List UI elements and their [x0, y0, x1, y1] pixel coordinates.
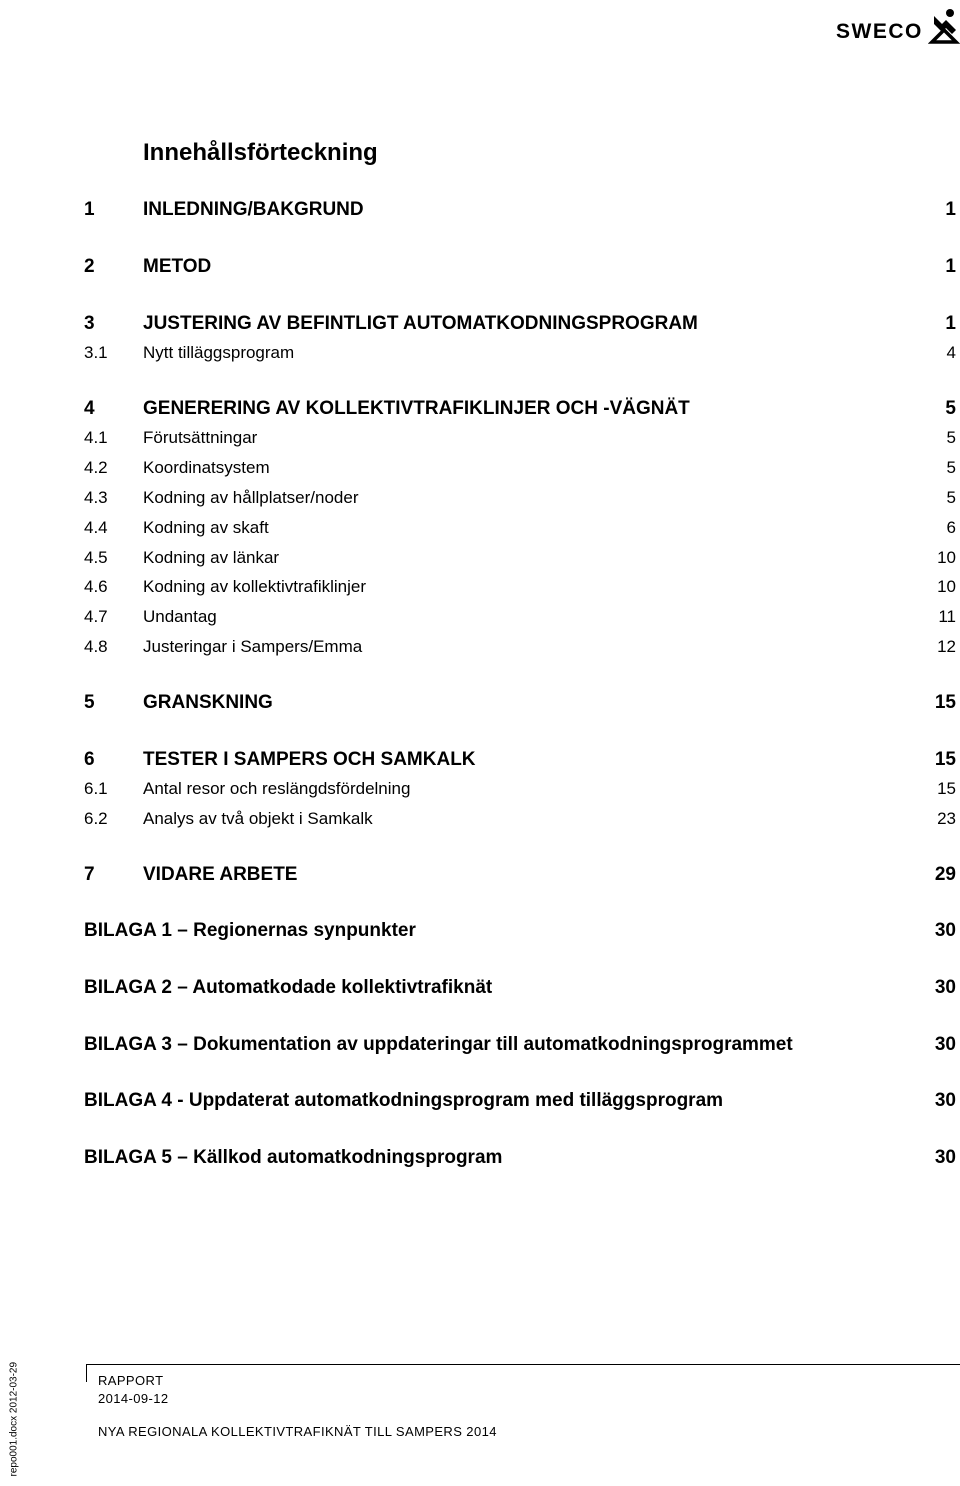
toc-entry-page: 15 [937, 779, 956, 798]
toc-entry-page: 23 [937, 809, 956, 828]
toc-entry-label: Förutsättningar [143, 428, 258, 447]
footer-divider [86, 1364, 960, 1365]
toc-entry-page: 5 [946, 458, 956, 477]
toc-entry-label: JUSTERING AV BEFINTLIGT AUTOMATKODNINGSPROGRAM [143, 313, 698, 334]
toc-appendix-entry[interactable] [0, 977, 960, 1007]
toc-entry-page: 29 [934, 864, 956, 885]
footer-project-title: NYA REGIONALA KOLLEKTIVTRAFIKNÄT TILL SAMPERS 2014 [98, 1424, 497, 1439]
toc-appendix-page: 30 [934, 1090, 956, 1111]
toc-appendix-label: BILAGA 1 – Regionernas synpunkter [84, 920, 416, 941]
toc-entry-page: 1 [945, 199, 956, 220]
toc-entry-label: Nytt tilläggsprogram [143, 343, 295, 362]
toc-entry-label: Kodning av hållplatser/noder [143, 488, 359, 507]
toc-entry-page: 10 [937, 548, 956, 567]
toc-entry[interactable] [0, 779, 960, 809]
toc-entry-number: 6.1 [84, 779, 108, 798]
toc-entry[interactable] [0, 343, 960, 373]
sweco-logo-icon [928, 6, 960, 46]
toc-entry-number: 4.3 [84, 488, 108, 507]
toc-entry[interactable] [0, 458, 960, 488]
toc-entry-label: Kodning av länkar [143, 548, 280, 567]
toc-entry-number: 4.5 [84, 548, 108, 567]
footer-date: 2014-09-12 [98, 1391, 169, 1406]
toc-entry-number: 2 [84, 256, 95, 277]
toc-entry-number: 4.4 [84, 518, 108, 537]
toc-entry-page: 4 [946, 343, 956, 362]
template-code: repo001.docx 2012-03-29 [8, 1361, 20, 1477]
toc-appendix-entry[interactable] [0, 1034, 960, 1064]
toc-appendix-page: 30 [934, 920, 956, 941]
logo-text: SWECO [836, 20, 923, 43]
toc-entry[interactable] [0, 749, 960, 779]
footer-doc-type: RAPPORT [98, 1373, 164, 1388]
toc-entry-page: 1 [945, 256, 956, 277]
toc-entry[interactable] [0, 256, 960, 286]
toc-entry-number: 6 [84, 749, 95, 770]
toc-entry-page: 15 [934, 692, 956, 713]
toc-entry[interactable] [0, 548, 960, 578]
toc-appendix-label: BILAGA 2 – Automatkodade kollektivtrafiknät [84, 977, 493, 998]
toc-entry-page: 10 [937, 577, 956, 596]
toc-entry-number: 4.6 [84, 577, 108, 596]
toc-entry-number: 4.7 [84, 607, 108, 626]
toc-entry-number: 1 [84, 199, 95, 220]
toc-entry-label: Antal resor och reslängdsfördelning [143, 779, 411, 798]
toc-entry-page: 6 [946, 518, 956, 537]
toc-appendix-label: BILAGA 3 – Dokumentation av uppdateringar till automatkodningsprogrammet [84, 1034, 793, 1055]
toc-entry-label: VIDARE ARBETE [143, 864, 298, 885]
toc-entry[interactable] [0, 692, 960, 722]
toc-appendix-entry[interactable] [0, 1147, 960, 1177]
toc-entry[interactable] [0, 488, 960, 518]
toc-entry[interactable] [0, 607, 960, 637]
toc-entry[interactable] [0, 637, 960, 667]
toc-appendix-page: 30 [934, 977, 956, 998]
toc-appendix-label: BILAGA 5 – Källkod automatkodningsprogram [84, 1147, 503, 1168]
toc-entry-number: 4.2 [84, 458, 108, 477]
toc-entry-number: 3 [84, 313, 95, 334]
toc-entry[interactable] [0, 313, 960, 343]
toc-entry-number: 5 [84, 692, 95, 713]
toc-entry-label: Kodning av skaft [143, 518, 269, 537]
toc-entry-page: 5 [946, 488, 956, 507]
toc-entry-label: INLEDNING/BAKGRUND [143, 199, 364, 220]
toc-entry-page: 11 [938, 607, 956, 626]
toc-entry-page: 5 [946, 428, 956, 447]
toc-entry-label: GRANSKNING [143, 692, 273, 713]
toc-entry[interactable] [0, 809, 960, 839]
toc-entry-number: 7 [84, 864, 95, 885]
toc-entry-label: Justeringar i Sampers/Emma [143, 637, 363, 656]
toc-entry-number: 6.2 [84, 809, 108, 828]
toc-appendix-entry[interactable] [0, 920, 960, 950]
toc-entry-label: TESTER I SAMPERS OCH SAMKALK [143, 749, 476, 770]
toc-entry[interactable] [0, 398, 960, 428]
toc-entry-number: 3.1 [84, 343, 108, 362]
toc-entry[interactable] [0, 864, 960, 894]
toc-entry-label: Kodning av kollektivtrafiklinjer [143, 577, 366, 596]
toc-entry[interactable] [0, 518, 960, 548]
footer-divider-tick [86, 1364, 87, 1382]
sweco-logo [832, 6, 960, 46]
toc-entry[interactable] [0, 428, 960, 458]
toc-appendix-label: BILAGA 4 - Uppdaterat automatkodningsprogram med tilläggsprogram [84, 1090, 724, 1111]
toc-entry-label: GENERERING AV KOLLEKTIVTRAFIKLINJER OCH -VÄGNÄT [143, 398, 690, 419]
toc-entry[interactable] [0, 199, 960, 229]
toc-appendix-entry[interactable] [0, 1090, 960, 1120]
toc-entry[interactable] [0, 577, 960, 607]
toc-entry-number: 4.8 [84, 637, 108, 656]
toc-appendix-page: 30 [934, 1147, 956, 1168]
toc-entry-label: Koordinatsystem [143, 458, 270, 477]
toc-entry-label: Undantag [143, 607, 217, 626]
toc-entry-page: 5 [945, 398, 956, 419]
toc-appendix-page: 30 [934, 1034, 956, 1055]
toc-entry-page: 1 [945, 313, 956, 334]
toc-entry-page: 15 [934, 749, 956, 770]
toc-title: Innehållsförteckning [143, 139, 378, 166]
toc-entry-page: 12 [937, 637, 956, 656]
toc-entry-label: METOD [143, 256, 212, 277]
toc-entry-label: Analys av två objekt i Samkalk [143, 809, 373, 828]
toc-entry-number: 4 [84, 398, 95, 419]
toc-entry-number: 4.1 [84, 428, 108, 447]
